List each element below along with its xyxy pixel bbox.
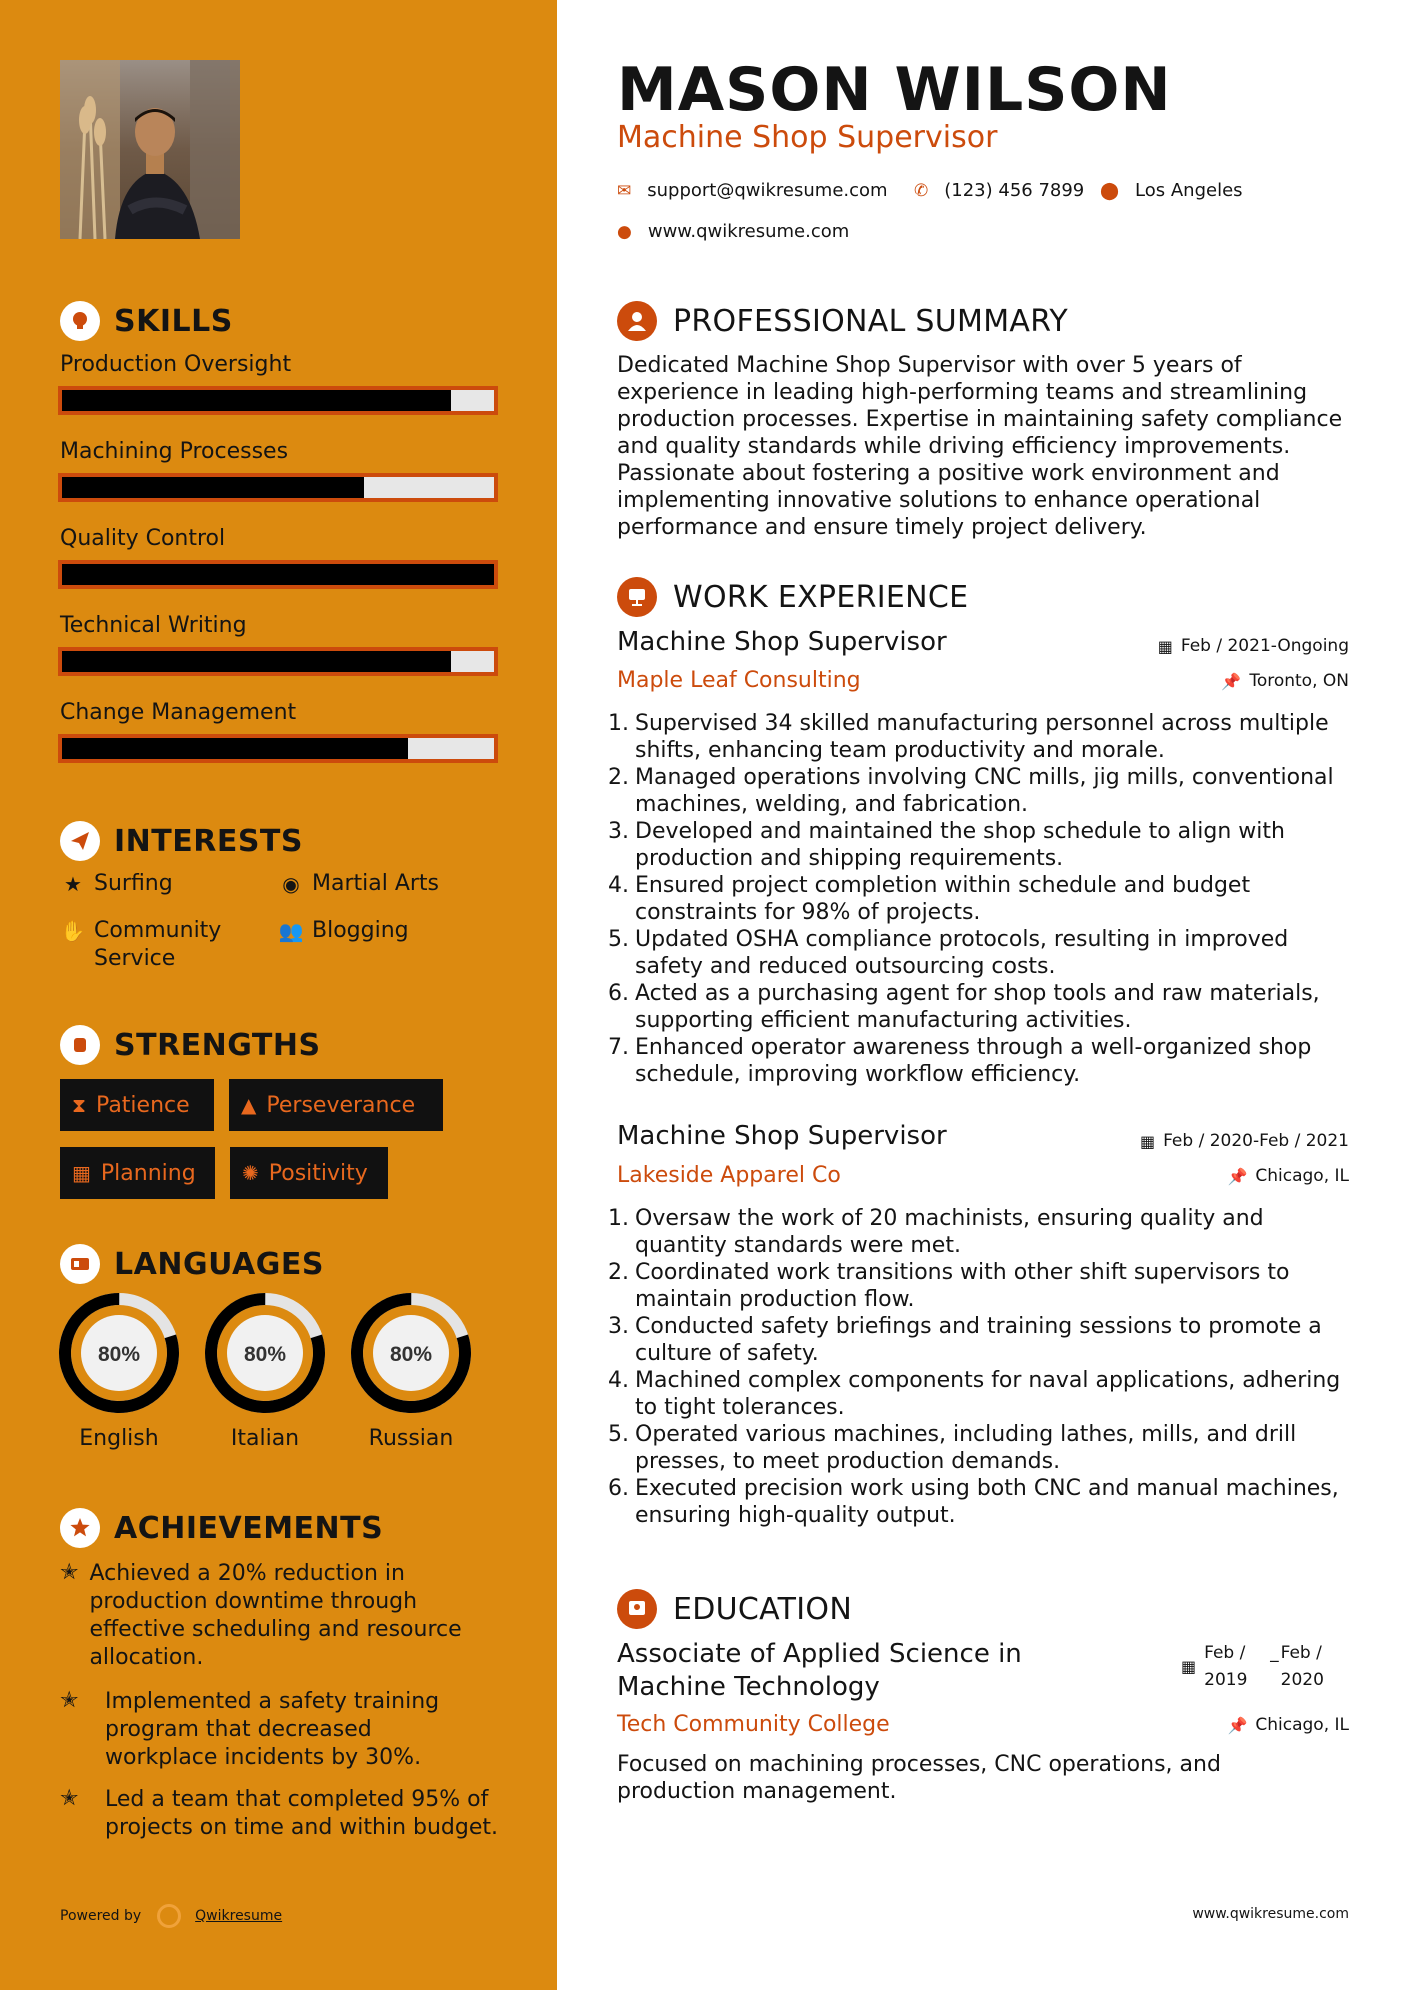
language-ring [350,1292,472,1414]
powered-by [60,1904,282,1928]
achievements-title: ACHIEVEMENTS [114,1510,384,1546]
interest-item [278,870,439,898]
list-item: 4. Ensured project completion within schedule and budget constraints for 98% of projects. [608,873,1251,925]
language-name: English [79,1426,159,1451]
summary-header [617,301,1068,341]
skill-bar [58,647,498,676]
star-icon: ✭ [60,1688,79,1713]
strength-label: Perseverance [266,1092,416,1118]
profile-photo [60,60,240,239]
education-location-text: Chicago, IL [1255,1715,1349,1735]
globe-icon: ◉ [282,872,300,896]
education-location [1227,1715,1349,1735]
education-date-separator: _ [1270,1643,1279,1663]
job-bullets [608,1205,1348,1529]
achievement-text: Led a team that completed 95% of projects on time and within budget. [105,1787,499,1840]
strength-label: Planning [100,1160,196,1186]
briefcase-icon [617,577,657,617]
education-description: Focused on machining processes, CNC operations, and production management. [617,1752,1221,1804]
qwikresume-logo-icon [157,1904,181,1928]
interests-header [60,821,303,861]
list-item: 2. Coordinated work transitions with other shift supervisors to maintain production flow. [608,1260,1290,1312]
summary-title: PROFESSIONAL SUMMARY [673,303,1069,339]
education-dates [1181,1640,1331,1694]
email-text: support@qwikresume.com [647,180,888,201]
achievement-item [60,1688,510,1772]
contact-phone[interactable] [914,180,1084,201]
contact-location [1100,180,1243,201]
qwikresume-link[interactable]: Qwikresume [195,1908,283,1924]
interest-label: Blogging [312,918,409,943]
calendar-icon: ▦ [72,1161,91,1185]
language-name: Russian [368,1426,454,1451]
calendar-icon: ▦ [1139,1131,1156,1151]
language-percent: 80% [97,1343,141,1366]
strength-label: Positivity [268,1160,368,1186]
strengths-header [60,1025,321,1065]
contact-email[interactable] [617,180,888,201]
education-date-end: Feb / 2020 [1280,1643,1324,1690]
trophy-star-icon [60,1508,100,1548]
language-item [58,1292,180,1451]
skill-fill [62,564,494,585]
achievement-item [60,1786,510,1842]
job-role: Machine Shop Supervisor [617,1121,947,1151]
globe-icon: ● [617,221,632,242]
candidate-name: MASON WILSON [617,55,1172,125]
users-icon: 👥 [278,919,304,943]
list-item: 5. Updated OSHA compliance protocols, resulting in improved safety and reduced outsourcing costs. [608,927,1289,979]
fist-icon [60,1025,100,1065]
location-text: Los Angeles [1135,180,1243,201]
powered-by-label: Powered by [60,1908,142,1924]
job-role: Machine Shop Supervisor [617,627,947,657]
achievement-item [60,1560,510,1672]
language-item [350,1292,472,1451]
language-ring [204,1292,326,1414]
contact-website[interactable] [617,221,849,242]
job-dates-text: Feb / 2020-Feb / 2021 [1163,1131,1349,1151]
experience-header [617,577,968,617]
skill-label: Quality Control [60,526,226,551]
job-bullets [608,710,1348,1088]
strength-tag [229,1079,443,1131]
candidate-title: Machine Shop Supervisor [617,120,998,155]
job-location-text: Chicago, IL [1255,1166,1349,1186]
pushpin-icon: 📌 [1227,1715,1248,1735]
education-date-start: Feb / 2019 [1204,1643,1248,1690]
user-icon [617,301,657,341]
languages-title: LANGUAGES [114,1246,324,1282]
skill-label: Technical Writing [60,613,247,638]
strength-tag [230,1147,388,1199]
skills-header [60,301,233,341]
list-item: 7. Enhanced operator awareness through a well-organized shop schedule, improving workflow efficiency. [608,1035,1312,1087]
sidebar [0,0,557,1990]
footer-url[interactable]: www.qwikresume.com [1192,1906,1349,1922]
interest-item [60,917,260,973]
interest-item [60,870,173,898]
language-percent: 80% [243,1343,287,1366]
strength-tag [60,1147,215,1199]
pushpin-icon: 📌 [1227,1166,1248,1186]
experience-title: WORK EXPERIENCE [673,579,969,615]
skill-fill [62,651,451,672]
list-item: 6. Acted as a purchasing agent for shop tools and raw materials, supporting efficient manufacturing activities. [608,981,1320,1033]
languages-header [60,1244,324,1284]
skill-fill [62,738,408,759]
hourglass-icon: ⧗ [72,1093,87,1117]
education-school: Tech Community College [617,1712,890,1737]
phone-text: (123) 456 7899 [944,180,1085,201]
interest-label: Martial Arts [312,871,440,896]
language-icon [60,1244,100,1284]
list-item: 1. Supervised 34 skilled manufacturing personnel across multiple shifts, enhancing team productivity and morale. [608,711,1329,763]
interest-label: Surfing [94,871,173,896]
envelope-icon: ✉ [617,180,632,201]
website-text: www.qwikresume.com [647,221,850,242]
language-item [204,1292,326,1451]
calendar-icon: ▦ [1181,1657,1197,1676]
job-location [1221,671,1349,691]
language-ring [58,1292,180,1414]
list-item: 3. Conducted safety briefings and training sessions to promote a culture of safety. [608,1314,1322,1366]
education-header [617,1589,852,1629]
skill-fill [62,390,451,411]
star-icon: ✭ [60,1560,79,1585]
star-icon: ★ [64,872,82,896]
job-dates [1140,1131,1349,1151]
summary-text: Dedicated Machine Shop Supervisor with over 5 years of experience in leading high-performing teams and streamlining production processes. Expertise in maintaining safety compliance and quality standards while driving efficiency improvements. Passionate about fostering a positive work environment and implementing innovative solutions to enhance operational performance and ensure timely project delivery. [617,353,1343,540]
list-item: 5. Operated various machines, including lathes, mills, and drill presses, to meet production demands. [608,1422,1297,1474]
strengths-title: STRENGTHS [114,1027,321,1063]
skill-fill [62,477,364,498]
phone-icon: ✆ [914,180,929,201]
list-item: 4. Machined complex components for naval applications, adhering to tight tolerances. [608,1368,1341,1420]
education-title: EDUCATION [673,1591,853,1627]
job-location-text: Toronto, ON [1249,671,1349,691]
job-company: Lakeside Apparel Co [617,1163,841,1188]
lightbulb-icon [60,301,100,341]
skill-bar [58,734,498,763]
pushpin-icon: 📌 [1221,671,1242,691]
job-company: Maple Leaf Consulting [617,668,861,693]
job-location [1227,1166,1349,1186]
skill-label: Machining Processes [60,439,289,464]
achievement-text: Implemented a safety training program that decreased workplace incidents by 30%. [105,1689,440,1770]
job-dates-text: Feb / 2021-Ongoing [1180,636,1349,656]
achievements-header [60,1508,383,1548]
list-item: 2. Managed operations involving CNC mills, jig mills, conventional machines, welding, and fabrication. [608,765,1334,817]
strength-label: Patience [96,1092,190,1118]
education-degree: Associate of Applied Science in Machine Technology [617,1639,1022,1702]
job-dates [1158,636,1349,656]
star-icon: ✭ [60,1786,79,1811]
language-name: Italian [230,1426,300,1451]
map-pin-icon: ⬤ [1100,180,1120,201]
list-item: 3. Developed and maintained the shop schedule to align with production and shipping requirements. [608,819,1285,871]
skill-label: Production Oversight [60,352,292,377]
list-item: 6. Executed precision work using both CNC and manual machines, ensuring high-quality output. [608,1476,1339,1528]
skill-bar [58,560,498,589]
skill-label: Change Management [60,700,297,725]
skill-bar [58,386,498,415]
achievement-text: Achieved a 20% reduction in production downtime through effective scheduling and resource allocation. [89,1561,462,1670]
calendar-icon: ▦ [1157,636,1173,656]
strength-tag [60,1079,214,1131]
skills-title: SKILLS [114,303,233,339]
interest-label: Community Service [94,918,222,971]
road-icon: ▲ [241,1093,257,1117]
sun-icon: ✺ [242,1161,259,1185]
list-item: 1. Oversaw the work of 20 machinists, ensuring quality and quantity standards were met. [608,1206,1264,1258]
interest-item [278,917,409,945]
language-percent: 80% [389,1343,433,1366]
skill-bar [58,473,498,502]
paper-plane-icon [60,821,100,861]
graduation-icon [617,1589,657,1629]
interests-title: INTERESTS [114,823,303,859]
hand-icon: ✋ [60,919,86,943]
